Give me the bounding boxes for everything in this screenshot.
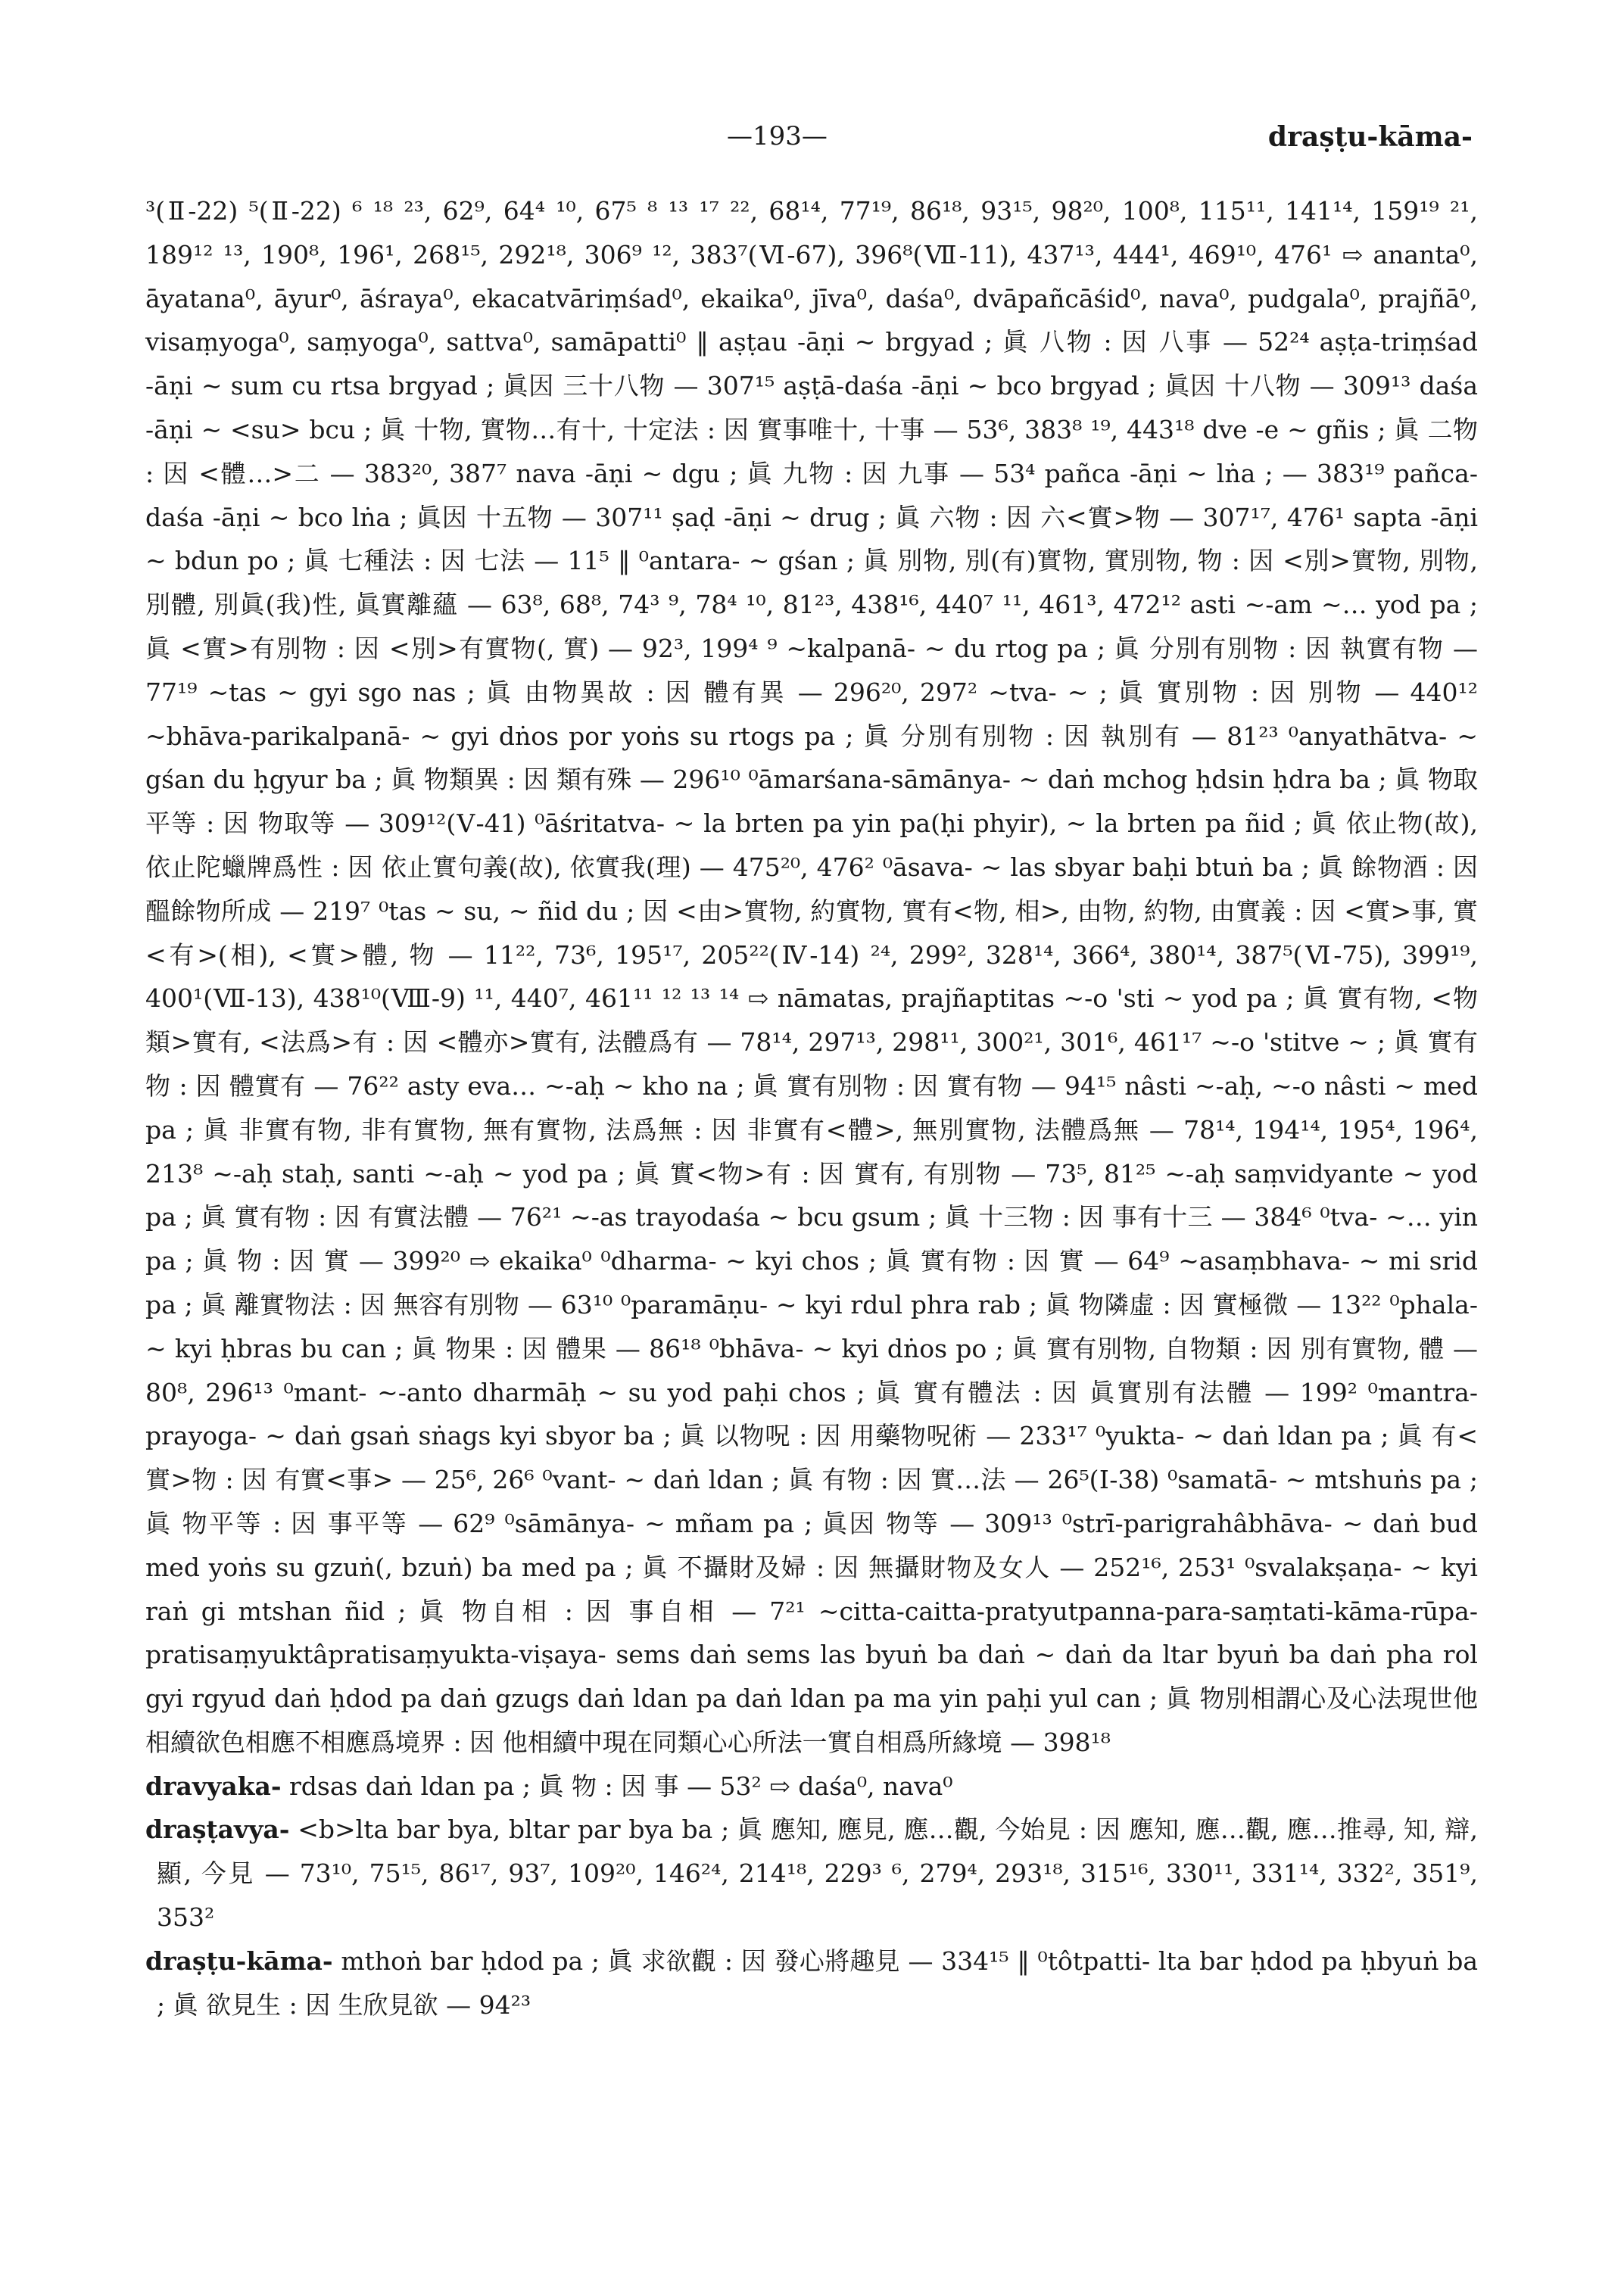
entry-text: rdsas daṅ ldan pa ; 眞 物 : 因 事 — 53² ⇨ daśa⁰, nava⁰: [289, 1771, 953, 1801]
dictionary-entry: [145, 1765, 1478, 1809]
entry-text: <b>lta bar bya, bltar par bya ba ; 眞 應知, 應見, 應…觀, 今始見 : 因 應知, 應…觀, 應…推尋, 知, 辯, 顯, 今見 — 73¹⁰, 75¹⁵, 86¹⁷, 93⁷, 109²⁰, 146²⁴, 214¹⁸, 229³ ⁶, 279⁴, 293¹⁸, 315¹⁶, 330¹¹, 331¹⁴, 332², 351⁹, 353²: [157, 1815, 1478, 1933]
entry-text: mthoṅ bar ḥdod pa ; 眞 求欲觀 : 因 發心將趣見 — 334¹⁵ ‖ ⁰tôtpatti- lta bar ḥdod pa ḥbyuṅ ba ; 眞 欲見生 : 因 生欣見欲 — 94²³: [157, 1946, 1478, 2020]
dictionary-entry: [145, 1939, 1478, 2027]
dictionary-entry: [145, 1808, 1478, 1939]
entry-headword: draṣṭavya-: [145, 1815, 290, 1845]
page-number: —193—: [727, 121, 828, 151]
dictionary-body: [145, 189, 1478, 2027]
entry-headword: dravyaka-: [145, 1771, 282, 1801]
entry-text: ³(Ⅱ-22) ⁵(Ⅱ-22) ⁶ ¹⁸ ²³, 62⁹, 64⁴ ¹⁰, 67⁵ ⁸ ¹³ ¹⁷ ²², 68¹⁴, 77¹⁹, 86¹⁸, 93¹⁵, 98²⁰, 100⁸, 115¹¹, 141¹⁴, 159¹⁹ ²¹, 189¹² ¹³, 190⁸, 196¹, 268¹⁵, 292¹⁸, 306⁹ ¹², 383⁷(Ⅵ-67), 396⁸(Ⅶ-11), 437¹³, 444¹, 469¹⁰, 476¹ ⇨ ananta⁰, āyatana⁰, āyur⁰, āśraya⁰, ekacatvāriṃśad⁰, ekaika⁰, jīva⁰, daśa⁰, dvāpañcāśid⁰, nava⁰, pudgala⁰, prajñā⁰, visaṃyoga⁰, saṃyoga⁰, sattva⁰, samāpatti⁰ ‖ aṣṭau -āṇi ~ brgyad ; 眞 八物 : 因 八事 — 52²⁴ aṣṭa-triṃśad -āṇi ~ sum cu rtsa brgyad ; 眞因 三十八物 — 307¹⁵ aṣṭā-daśa -āṇi ~ bco brgyad ; 眞因 十八物 — 309¹³ daśa -āṇi ~ <su> bcu ; 眞 十物, 實物…有十, 十定法 : 因 實事唯十, 十事 — 53⁶, 383⁸ ¹⁹, 443¹⁸ dve -e ~ gñis ; 眞 二物 : 因 <體…>二 — 383²⁰, 387⁷ nava -āṇi ~ dgu ; 眞 九物 : 因 九事 — 53⁴ pañca -āṇi ~ lṅa ; — 383¹⁹ pañca-daśa -āṇi ~ bco lṅa ; 眞因 十五物 — 307¹¹ ṣaḍ -āṇi ~ drug ; 眞 六物 : 因 六<實>物 — 307¹⁷, 476¹ sapta -āṇi ~ bdun po ; 眞 七種法 : 因 七法 — 11⁵ ‖ ⁰antara- ~ gśan ; 眞 別物, 別(有)實物, 實別物, 物 : 因 <別>實物, 別物, 別體, 別眞(我)性, 眞實離蘊 — 63⁸, 68⁸, 74³ ⁹, 78⁴ ¹⁰, 81²³, 438¹⁶, 440⁷ ¹¹, 461³, 472¹² asti ~-am ~… yod pa ; 眞 <實>有別物 : 因 <別>有實物(, 實) — 92³, 199⁴ ⁹ ~kalpanā- ~ du rtog pa ; 眞 分別有別物 : 因 執實有物 — 77¹⁹ ~tas ~ gyi sgo nas ; 眞 由物異故 : 因 體有異 — 296²⁰, 297² ~tva- ~ ; 眞 實別物 : 因 別物 — 440¹² ~bhāva-parikalpanā- ~ gyi dṅos por yoṅs su rtogs pa ; 眞 分別有別物 : 因 執別有 — 81²³ ⁰anyathātva- ~ gśan du ḥgyur ba ; 眞 物類異 : 因 類有殊 — 296¹⁰ ⁰āmarśana-sāmānya- ~ daṅ mchog ḥdsin ḥdra ba ; 眞 物取平等 : 因 物取等 — 309¹²(Ⅴ-41) ⁰āśritatva- ~ la brten pa yin pa(ḥi phyir), ~ la brten pa ñid ; 眞 依止物(故), 依止陀蠟牌爲性 : 因 依止實句義(故), 依實我(理) — 475²⁰, 476² ⁰āsava- ~ las sbyar baḥi btuṅ ba ; 眞 餘物酒 : 因 醞餘物所成 — 219⁷ ⁰tas ~ su, ~ ñid du ; 因 <由>實物, 約實物, 實有<物, 相>, 由物, 約物, 由實義 : 因 <實>事, 實<有>(相), <實>體, 物 — 11²², 73⁶, 195¹⁷, 205²²(Ⅳ-14) ²⁴, 299², 328¹⁴, 366⁴, 380¹⁴, 387⁵(Ⅵ-75), 399¹⁹, 400¹(Ⅶ-13), 438¹⁰(Ⅷ-9) ¹¹, 440⁷, 461¹¹ ¹² ¹³ ¹⁴ ⇨ nāmatas, prajñaptitas ~-o 'sti ~ yod pa ; 眞 實有物, <物類>實有, <法爲>有 : 因 <體亦>實有, 法體爲有 — 78¹⁴, 297¹³, 298¹¹, 300²¹, 301⁶, 461¹⁷ ~-o 'stitve ~ ; 眞 實有物 : 因 體實有 — 76²² asty eva… ~-aḥ ~ kho na ; 眞 實有別物 : 因 實有物 — 94¹⁵ nâsti ~-aḥ, ~-o nâsti ~ med pa ; 眞 非實有物, 非有實物, 無有實物, 法爲無 : 因 非實有<體>, 無別實物, 法體爲無 — 78¹⁴, 194¹⁴, 195⁴, 196⁴, 213⁸ ~-aḥ staḥ, santi ~-aḥ ~ yod pa ; 眞 實<物>有 : 因 實有, 有別物 — 73⁵, 81²⁵ ~-aḥ saṃvidyante ~ yod pa ; 眞 實有物 : 因 有實法體 — 76²¹ ~-as trayodaśa ~ bcu gsum ; 眞 十三物 : 因 事有十三 — 384⁶ ⁰tva- ~… yin pa ; 眞 物 : 因 實 — 399²⁰ ⇨ ekaika⁰ ⁰dharma- ~ kyi chos ; 眞 實有物 : 因 實 — 64⁹ ~asaṃbhava- ~ mi srid pa ; 眞 離實物法 : 因 無容有別物 — 63¹⁰ ⁰paramāṇu- ~ kyi rdul phra rab ; 眞 物隣虛 : 因 實極微 — 13²² ⁰phala- ~ kyi ḥbras bu can ; 眞 物果 : 因 體果 — 86¹⁸ ⁰bhāva- ~ kyi dṅos po ; 眞 實有別物, 自物類 : 因 別有實物, 體 — 80⁸, 296¹³ ⁰mant- ~-anto dharmāḥ ~ su yod paḥi chos ; 眞 實有體法 : 因 眞實別有法體 — 199² ⁰mantra-prayoga- ~ daṅ gsaṅ sṅags kyi sbyor ba ; 眞 以物呪 : 因 用藥物呪術 — 233¹⁷ ⁰yukta- ~ daṅ ldan pa ; 眞 有<實>物 : 因 有實<事> — 25⁶, 26⁶ ⁰vant- ~ daṅ ldan ; 眞 有物 : 因 實…法 — 26⁵(Ⅰ-38) ⁰samatā- ~ mtshuṅs pa ; 眞 物平等 : 因 事平等 — 62⁹ ⁰sāmānya- ~ mñam pa ; 眞因 物等 — 309¹³ ⁰strī-parigrahâbhāva- ~ daṅ bud med yoṅs su gzuṅ(, bzuṅ) ba med pa ; 眞 不攝財及婦 : 因 無攝財物及女人 — 252¹⁶, 253¹ ⁰svalakṣaṇa- ~ kyi raṅ gi mtshan ñid ; 眞 物自相 : 因 事自相 — 7²¹ ~citta-caitta-pratyutpanna-para-saṃtati-kāma-rūpa-pratisaṃyuktâpratisaṃyukta-viṣaya- sems daṅ sems las byuṅ ba daṅ ~ daṅ da ltar byuṅ ba daṅ pha rol gyi rgyud daṅ ḥdod pa daṅ gzugs daṅ ldan pa daṅ ldan pa ma yin paḥi yul can ; 眞 物別相謂心及心法現世他相續欲色相應不相應爲境界 : 因 他相續中現在同類心心所法一實自相爲所緣境 — 398¹⁸: [145, 196, 1478, 1757]
entry-headword: draṣṭu-kāma-: [145, 1946, 333, 1976]
entry-continuation: [145, 189, 1478, 1765]
running-head: draṣṭu-kāma-: [1267, 121, 1473, 153]
page-header: [0, 121, 1624, 167]
